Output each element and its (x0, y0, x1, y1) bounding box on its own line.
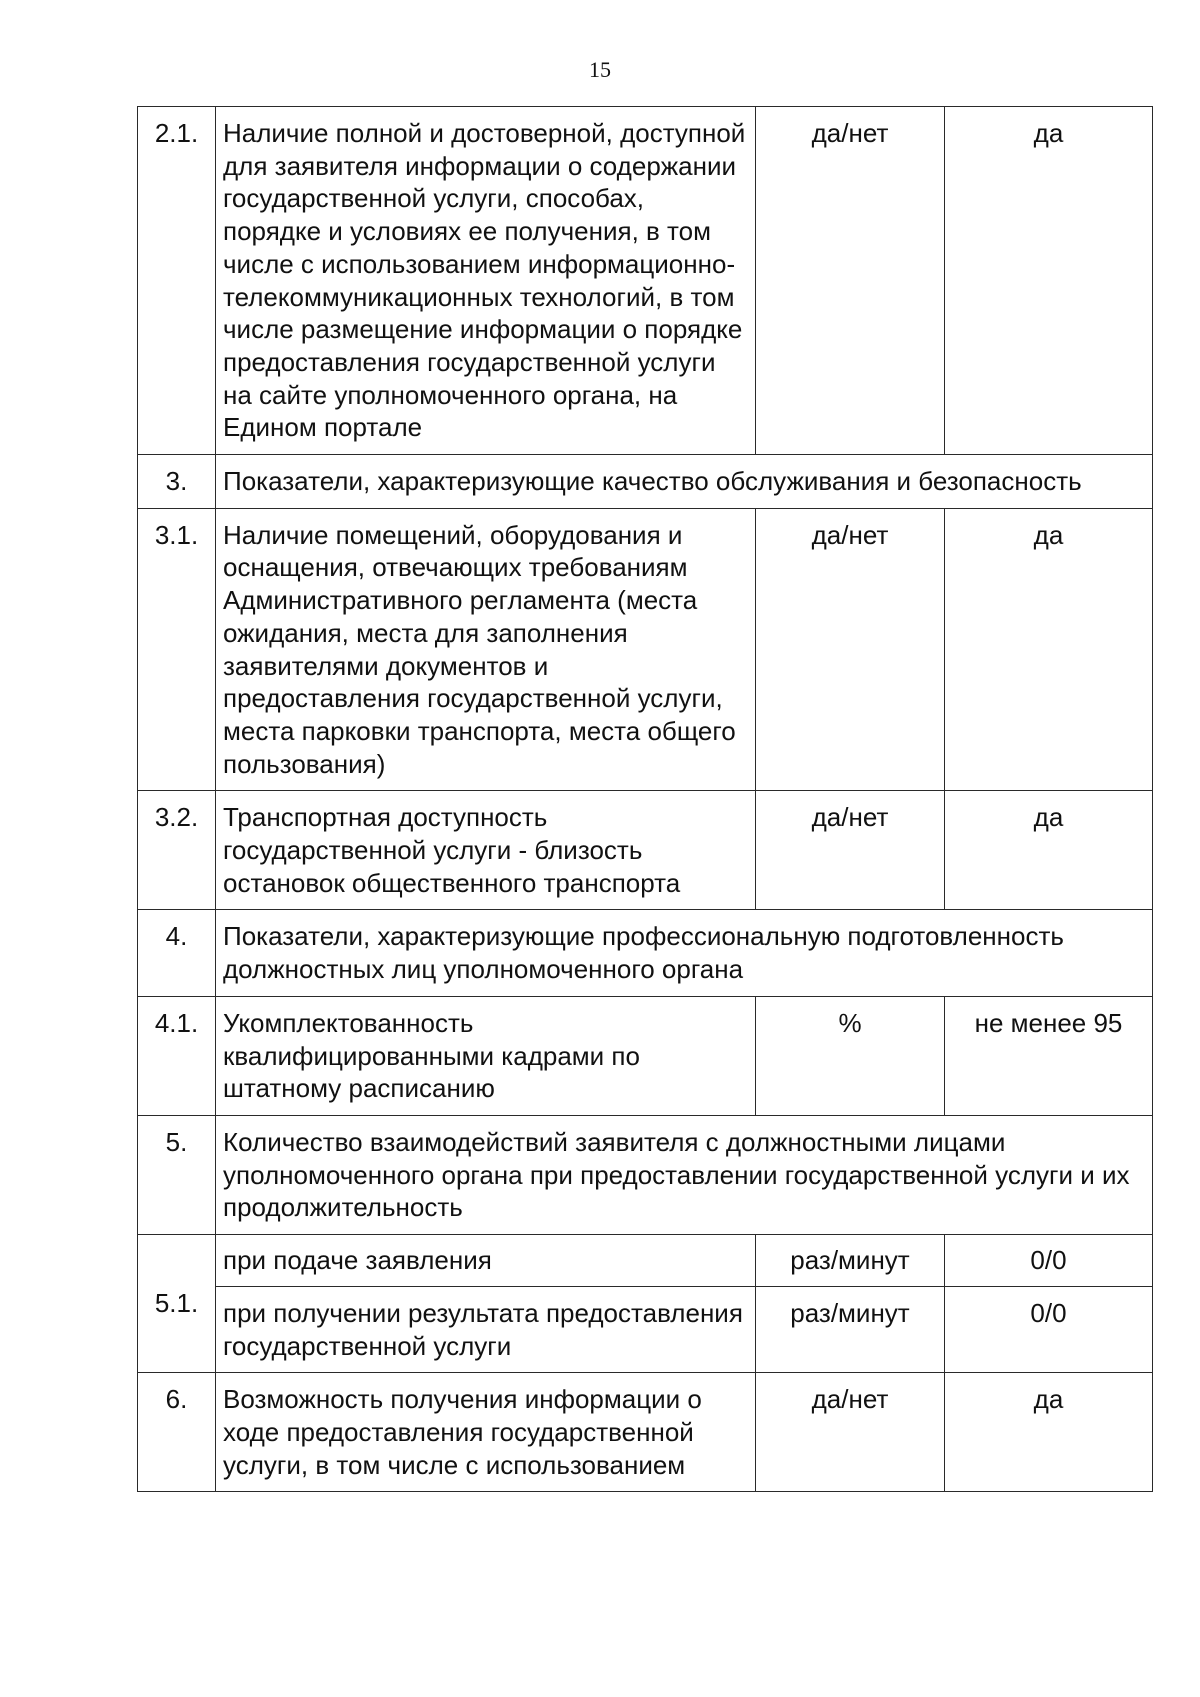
row-unit: раз/минут (756, 1235, 945, 1287)
row-number: 4. (138, 910, 216, 996)
section-row (138, 910, 1153, 996)
table-row (138, 1286, 1153, 1372)
section-row (138, 455, 1153, 509)
row-number: 5.1. (138, 1235, 216, 1373)
row-number: 2.1. (138, 107, 216, 455)
row-value: да (945, 508, 1153, 791)
section-heading: Количество взаимодействий заявителя с должностными лицами уполномоченного органа при предоставлении государственной услуги и их продолжительность (216, 1115, 1153, 1234)
table-row (138, 791, 1153, 910)
row-number: 6. (138, 1373, 216, 1492)
row-description: при получении результата предоставления государственной услуги (216, 1286, 756, 1372)
row-unit: % (756, 996, 945, 1115)
row-value: 0/0 (945, 1286, 1153, 1372)
table-row (138, 107, 1153, 455)
row-description: Транспортная доступность государственной услуги - близость остановок общественного транспорта (216, 791, 756, 910)
section-heading: Показатели, характеризующие профессиональную подготовленность должностных лиц уполномоченного органа (216, 910, 1153, 996)
page-number: 15 (589, 57, 611, 82)
row-number: 5. (138, 1115, 216, 1234)
row-unit: да/нет (756, 1373, 945, 1492)
row-value: не менее 95 (945, 996, 1153, 1115)
row-description: Укомплектованность квалифицированными кадрами по штатному расписанию (216, 996, 756, 1115)
section-heading: Показатели, характеризующие качество обслуживания и безопасность (216, 455, 1153, 509)
row-value: да (945, 1373, 1153, 1492)
row-description: Наличие помещений, оборудования и оснащения, отвечающих требованиям Административного регламента (места ожидания, места для заполнения заявителями документов и предоставления государственной услуги, места парковки транспорта, места общего пользования) (216, 508, 756, 791)
section-row (138, 1115, 1153, 1234)
table-row (138, 1235, 1153, 1287)
row-description: Наличие полной и достоверной, доступной для заявителя информации о содержании государственной услуги, способах, порядке и условиях ее получения, в том числе с использованием информационно-телекоммуникационных технологий, в том числе размещение информации о порядке предоставления государственной услуги на сайте уполномоченного органа, на Едином портале (216, 107, 756, 455)
table-row (138, 508, 1153, 791)
row-number: 3.2. (138, 791, 216, 910)
row-unit: да/нет (756, 508, 945, 791)
row-number: 4.1. (138, 996, 216, 1115)
row-number: 3.1. (138, 508, 216, 791)
row-description: Возможность получения информации о ходе предоставления государственной услуги, в том числе с использованием (216, 1373, 756, 1492)
row-number: 3. (138, 455, 216, 509)
row-unit: да/нет (756, 791, 945, 910)
table-row (138, 996, 1153, 1115)
row-value: да (945, 791, 1153, 910)
row-value: 0/0 (945, 1235, 1153, 1287)
indicators-table (137, 106, 1153, 1492)
table-row (138, 1373, 1153, 1492)
row-description: при подаче заявления (216, 1235, 756, 1287)
row-unit: да/нет (756, 107, 945, 455)
row-value: да (945, 107, 1153, 455)
row-unit: раз/минут (756, 1286, 945, 1372)
